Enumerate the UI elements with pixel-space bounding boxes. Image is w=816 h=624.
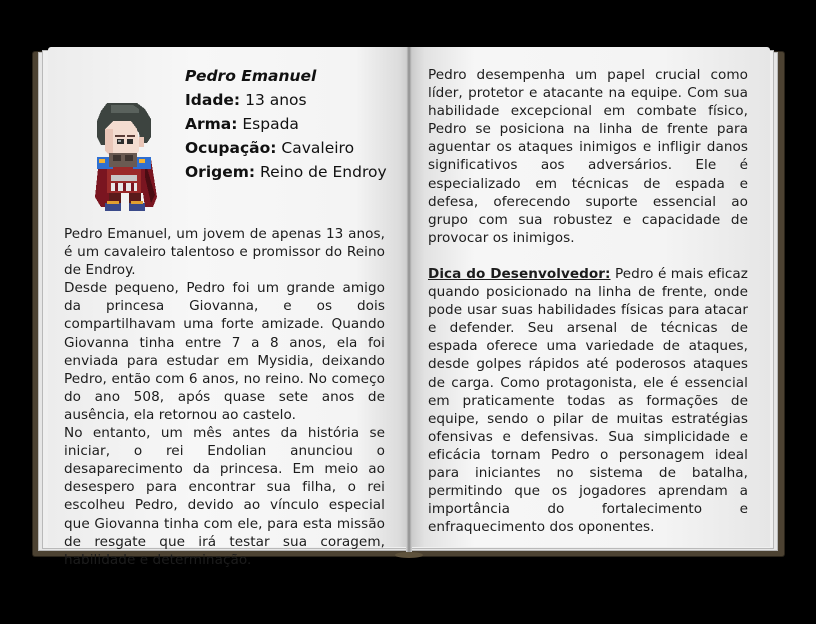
paragraph-gap: [428, 247, 748, 265]
role-paragraph: Pedro desempenha um papel crucial como líder, protetor e atacante na equipe. Com sua habilidade excepcional em combate físico, Pedro se posiciona na linha de frente para aguentar os ataques inimigos e infligir danos significativos aos adversários. Ele é especializado em técnicas de espada e defesa, oferecendo suporte essencial ao grupo com sua robustez e capacidade de provocar os inimigos.: [428, 67, 748, 246]
attribute-age: [185, 88, 387, 112]
attribute-origin: [185, 160, 387, 184]
developer-tip-label: Dica do Desenvolvedor:: [428, 265, 611, 282]
attribute-value: Reino de Endroy: [260, 163, 387, 181]
attribute-label: Ocupação:: [185, 139, 277, 157]
character-info: [185, 64, 387, 184]
developer-tip-text: Pedro é mais eficaz quando posicionado na linha de frente, onde pode usar suas habilidades físicas para atacar e defender. Seu arsenal de técnicas de espada oferece uma variedade de ataques, desde golpes rápidos até poderosos ataques de carga. Como protagonista, ele é essencial em praticamente todas as formações de equipe, sendo o pilar de muitas estratégias ofensivas e defensivas. Sua simplicidade e eficácia tornam Pedro o personagem ideal para iniciantes no sistema de batalha, permitindo que os jogadores aprendam a importância do fortalecimento e enfraquecimento dos oponentes.: [428, 265, 748, 536]
attribute-occupation: [185, 136, 387, 160]
right-page-role: [428, 66, 748, 536]
biography-paragraph: Pedro Emanuel, um jovem de apenas 13 anos, é um cavaleiro talentoso e promissor do Reino de Endroy.: [64, 226, 385, 279]
attribute-value: Cavaleiro: [281, 139, 355, 157]
character-name: Pedro Emanuel: [185, 67, 317, 85]
attribute-weapon: [185, 112, 387, 136]
attribute-value: Espada: [242, 115, 299, 133]
attribute-label: Idade:: [185, 91, 241, 109]
spine-bottom: [395, 552, 423, 558]
developer-tip: [428, 265, 748, 536]
biography-paragraph: Desde pequeno, Pedro foi um grande amigo da princesa Giovanna, e os dois compartilhavam uma forte amizade. Quando Giovanna tinha entre 7 a 8 anos, ela foi enviada para estudar em Mysidia, deixando Pedro, então com 6 anos, no reino. No começo do ano 508, após quase sete anos de ausência, ela retornou ao castelo.: [64, 280, 385, 423]
left-page-biography: [64, 225, 385, 569]
attribute-label: Arma:: [185, 115, 238, 133]
biography-paragraph: No entanto, um mês antes da história se iniciar, o rei Endolian anunciou o desaparecimento da princesa. Em meio ao desespero para encontrar sua filha, o rei escolheu Pedro, devido ao vínculo especial que Giovanna tinha com ele, para esta missão de resgate que irá testar sua coragem, habilidade e determinação.: [64, 425, 385, 568]
attribute-label: Origem:: [185, 163, 256, 181]
attribute-value: 13 anos: [245, 91, 307, 109]
book-spine: [406, 47, 412, 552]
character-portrait-icon: [89, 95, 161, 213]
